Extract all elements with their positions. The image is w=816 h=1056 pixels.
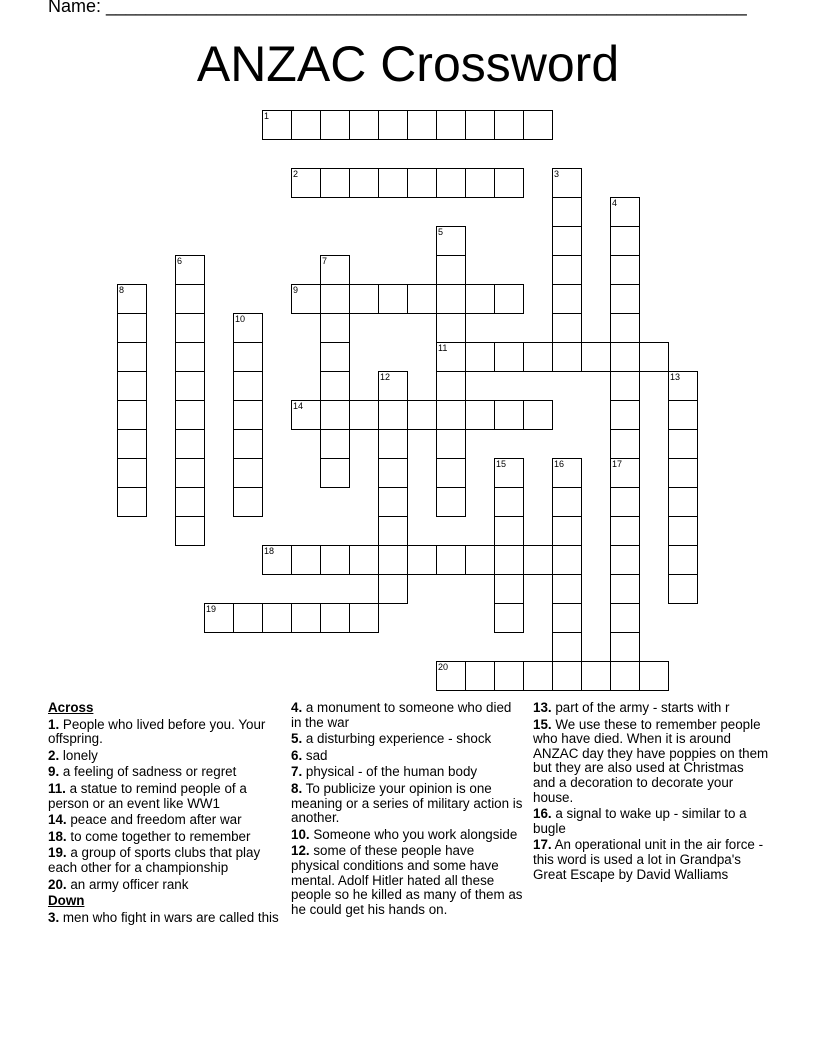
grid-cell[interactable] bbox=[610, 603, 640, 633]
grid-cell[interactable] bbox=[610, 226, 640, 256]
grid-cell[interactable] bbox=[610, 574, 640, 604]
grid-cell[interactable] bbox=[175, 371, 205, 401]
clue-item bbox=[291, 701, 523, 730]
grid-cell[interactable] bbox=[320, 371, 350, 401]
grid-cell[interactable] bbox=[175, 255, 205, 285]
clue-item bbox=[291, 828, 523, 843]
clue-item-number: 1. bbox=[48, 716, 60, 732]
grid-cell[interactable] bbox=[494, 284, 524, 314]
clue-item-text: physical - of the human body bbox=[302, 764, 478, 780]
clue-number: 2 bbox=[293, 169, 299, 179]
clue-item bbox=[48, 846, 280, 875]
grid-cell[interactable] bbox=[175, 313, 205, 343]
grid-cell[interactable] bbox=[349, 110, 379, 140]
clue-item bbox=[48, 765, 280, 780]
clue-item-text: a signal to wake up - similar to a bugle bbox=[533, 806, 747, 836]
grid-cell[interactable] bbox=[494, 458, 524, 488]
grid-cell[interactable] bbox=[233, 603, 263, 633]
grid-cell[interactable] bbox=[523, 400, 553, 430]
clue-item-text: men who fight in wars are called this bbox=[59, 909, 279, 925]
clue-item-text: an army officer rank bbox=[66, 876, 189, 892]
grid-cell[interactable] bbox=[610, 545, 640, 575]
grid-cell[interactable] bbox=[436, 255, 466, 285]
grid-cell[interactable] bbox=[610, 255, 640, 285]
grid-cell[interactable] bbox=[552, 226, 582, 256]
clue-number: 17 bbox=[612, 459, 623, 469]
grid-cell[interactable] bbox=[378, 429, 408, 459]
grid-cell[interactable] bbox=[668, 429, 698, 459]
grid-cell[interactable] bbox=[407, 545, 437, 575]
clue-number: 8 bbox=[119, 285, 125, 295]
grid-cell[interactable] bbox=[610, 197, 640, 227]
grid-cell[interactable] bbox=[378, 487, 408, 517]
grid-cell[interactable] bbox=[465, 661, 495, 691]
grid-cell[interactable] bbox=[320, 313, 350, 343]
grid-cell[interactable] bbox=[610, 313, 640, 343]
clue-number: 9 bbox=[293, 285, 299, 295]
clue-number: 16 bbox=[554, 459, 565, 469]
grid-cell[interactable] bbox=[117, 429, 147, 459]
clue-number: 4 bbox=[612, 198, 618, 208]
clue-number: 11 bbox=[438, 343, 448, 353]
grid-cell[interactable] bbox=[378, 545, 408, 575]
grid-cell[interactable] bbox=[494, 342, 524, 372]
clue-item-number: 13. bbox=[533, 700, 552, 715]
across-heading: Across bbox=[48, 700, 94, 715]
clue-item-text: peace and freedom after war bbox=[66, 812, 242, 828]
grid-cell[interactable] bbox=[552, 487, 582, 517]
grid-cell[interactable] bbox=[523, 110, 553, 140]
grid-cell[interactable] bbox=[552, 313, 582, 343]
grid-cell[interactable] bbox=[320, 429, 350, 459]
grid-cell[interactable] bbox=[494, 545, 524, 575]
clue-item bbox=[533, 718, 769, 806]
grid-cell[interactable] bbox=[639, 661, 669, 691]
clue-item bbox=[291, 765, 523, 780]
clue-item-number: 18. bbox=[48, 828, 67, 844]
clue-item bbox=[48, 813, 280, 828]
grid-cell[interactable] bbox=[610, 516, 640, 546]
grid-cell[interactable] bbox=[378, 516, 408, 546]
grid-cell[interactable] bbox=[494, 603, 524, 633]
grid-cell[interactable] bbox=[552, 255, 582, 285]
grid-cell[interactable] bbox=[233, 313, 263, 343]
down-heading: Down bbox=[48, 893, 85, 909]
grid-cell[interactable] bbox=[407, 400, 437, 430]
grid-cell[interactable] bbox=[436, 487, 466, 517]
grid-cell[interactable] bbox=[117, 400, 147, 430]
clue-item-text: We use these to remember people who have died. When it is around ANZAC day they have poppies on them but they are also used at Christmas and a decoration to decorate your house. bbox=[533, 716, 769, 805]
clue-item bbox=[533, 701, 769, 716]
clue-item bbox=[48, 911, 280, 926]
clue-item-number: 14. bbox=[48, 812, 67, 828]
grid-cell[interactable] bbox=[436, 429, 466, 459]
grid-cell[interactable] bbox=[117, 487, 147, 517]
grid-cell[interactable] bbox=[291, 603, 321, 633]
grid-cell[interactable] bbox=[552, 284, 582, 314]
clue-item-number: 9. bbox=[48, 764, 60, 780]
clue-item-number: 4. bbox=[291, 700, 303, 715]
grid-cell[interactable] bbox=[494, 516, 524, 546]
grid-cell[interactable] bbox=[233, 487, 263, 517]
grid-cell[interactable] bbox=[233, 342, 263, 372]
clue-item-text: a feeling of sadness or regret bbox=[59, 764, 237, 780]
grid-cell[interactable] bbox=[175, 516, 205, 546]
grid-cell[interactable] bbox=[581, 661, 611, 691]
grid-cell[interactable] bbox=[610, 458, 640, 488]
grid-cell[interactable] bbox=[291, 400, 321, 430]
grid-cell[interactable] bbox=[552, 632, 582, 662]
clue-number: 14 bbox=[293, 401, 304, 411]
clue-item bbox=[48, 830, 280, 845]
grid-cell[interactable] bbox=[436, 110, 466, 140]
grid-cell[interactable] bbox=[581, 342, 611, 372]
clue-item-text: lonely bbox=[59, 747, 98, 763]
grid-cell[interactable] bbox=[668, 516, 698, 546]
clue-item bbox=[291, 749, 523, 764]
grid-cell[interactable] bbox=[233, 371, 263, 401]
grid-cell[interactable] bbox=[610, 371, 640, 401]
grid-cell[interactable] bbox=[320, 342, 350, 372]
clue-item-text: People who lived before you. Your offspring. bbox=[48, 716, 266, 747]
grid-cell[interactable] bbox=[668, 545, 698, 575]
clue-item-text: a monument to someone who died in the war bbox=[291, 700, 512, 730]
grid-cell[interactable] bbox=[233, 458, 263, 488]
grid-cell[interactable] bbox=[436, 313, 466, 343]
grid-cell[interactable] bbox=[175, 458, 205, 488]
grid-cell[interactable] bbox=[320, 458, 350, 488]
grid-cell[interactable] bbox=[436, 168, 466, 198]
clue-number: 7 bbox=[322, 256, 328, 266]
grid-cell[interactable] bbox=[175, 342, 205, 372]
grid-cell[interactable] bbox=[494, 168, 524, 198]
grid-cell[interactable] bbox=[378, 110, 408, 140]
grid-cell[interactable] bbox=[349, 284, 379, 314]
grid-cell[interactable] bbox=[117, 284, 147, 314]
grid-cell[interactable] bbox=[465, 110, 495, 140]
grid-cell[interactable] bbox=[204, 603, 234, 633]
page-title: ANZAC Crossword bbox=[196, 36, 620, 92]
grid-cell[interactable] bbox=[378, 284, 408, 314]
grid-cell[interactable] bbox=[320, 255, 350, 285]
clue-item-text: a disturbing experience - shock bbox=[302, 731, 492, 747]
clue-item-text: Someone who you work alongside bbox=[309, 826, 518, 842]
clue-number: 3 bbox=[554, 169, 560, 179]
clue-number: 12 bbox=[380, 372, 391, 382]
grid-cell[interactable] bbox=[552, 574, 582, 604]
grid-cell[interactable] bbox=[117, 458, 147, 488]
grid-cell[interactable] bbox=[610, 661, 640, 691]
clue-item-number: 11. bbox=[48, 780, 66, 796]
clue-item-number: 19. bbox=[48, 845, 67, 861]
grid-cell[interactable] bbox=[552, 168, 582, 198]
grid-cell[interactable] bbox=[175, 429, 205, 459]
grid-cell[interactable] bbox=[117, 313, 147, 343]
grid-cell[interactable] bbox=[494, 487, 524, 517]
grid-cell[interactable] bbox=[436, 400, 466, 430]
grid-cell[interactable] bbox=[407, 110, 437, 140]
clue-item-number: 7. bbox=[291, 764, 303, 780]
clue-item-number: 17. bbox=[533, 837, 552, 853]
grid-cell[interactable] bbox=[175, 284, 205, 314]
clue-item-number: 3. bbox=[48, 909, 60, 925]
grid-cell[interactable] bbox=[291, 545, 321, 575]
grid-cell[interactable] bbox=[407, 284, 437, 314]
clue-item-text: a group of sports clubs that play each other for a championship bbox=[48, 845, 261, 875]
grid-cell[interactable] bbox=[465, 400, 495, 430]
grid-cell[interactable] bbox=[552, 516, 582, 546]
clues-column-2 bbox=[291, 701, 523, 919]
grid-cell[interactable] bbox=[494, 400, 524, 430]
grid-cell[interactable] bbox=[465, 545, 495, 575]
grid-cell[interactable] bbox=[233, 429, 263, 459]
grid-cell[interactable] bbox=[552, 342, 582, 372]
clue-item-text: to come together to remember bbox=[66, 828, 251, 844]
grid-cell[interactable] bbox=[320, 603, 350, 633]
grid-cell[interactable] bbox=[610, 429, 640, 459]
clue-item-text: An operational unit in the air force - this word is used a lot in Grandpa's Great Escape by David Walliams bbox=[533, 837, 764, 882]
grid-cell[interactable] bbox=[552, 458, 582, 488]
grid-cell[interactable] bbox=[320, 400, 350, 430]
grid-cell[interactable] bbox=[494, 574, 524, 604]
clue-item-number: 12. bbox=[291, 843, 310, 859]
grid-cell[interactable] bbox=[378, 458, 408, 488]
grid-cell[interactable] bbox=[349, 603, 379, 633]
grid-cell[interactable] bbox=[407, 168, 437, 198]
grid-cell[interactable] bbox=[610, 400, 640, 430]
clue-number: 20 bbox=[438, 662, 449, 672]
clue-item-number: 20. bbox=[48, 876, 67, 892]
clue-item-number: 15. bbox=[533, 716, 552, 732]
clue-item bbox=[48, 749, 280, 764]
grid-cell[interactable] bbox=[117, 342, 147, 372]
clue-item-number: 2. bbox=[48, 747, 60, 763]
clue-number: 10 bbox=[235, 314, 246, 324]
grid-cell[interactable] bbox=[610, 284, 640, 314]
name-field[interactable]: Name: ________________________________________________________________ bbox=[48, 0, 747, 16]
grid-cell[interactable] bbox=[436, 458, 466, 488]
grid-cell[interactable] bbox=[262, 110, 292, 140]
grid-cell[interactable] bbox=[436, 371, 466, 401]
grid-cell[interactable] bbox=[436, 284, 466, 314]
clue-item-text: a statue to remind people of a person or an event like WW1 bbox=[48, 780, 247, 811]
grid-cell[interactable] bbox=[494, 661, 524, 691]
clue-number: 5 bbox=[438, 227, 444, 237]
clue-number: 6 bbox=[177, 256, 183, 266]
grid-cell[interactable] bbox=[378, 168, 408, 198]
grid-cell[interactable] bbox=[465, 284, 495, 314]
grid-cell[interactable] bbox=[465, 342, 495, 372]
grid-cell[interactable] bbox=[349, 168, 379, 198]
clue-item bbox=[533, 807, 769, 836]
clue-number: 18 bbox=[264, 546, 275, 556]
grid-cell[interactable] bbox=[378, 400, 408, 430]
clue-item bbox=[291, 732, 523, 747]
grid-cell[interactable] bbox=[320, 284, 350, 314]
clue-number: 19 bbox=[206, 604, 217, 614]
grid-cell[interactable] bbox=[262, 545, 292, 575]
clue-number: 1 bbox=[264, 111, 270, 121]
clue-item-number: 10. bbox=[291, 826, 310, 842]
grid-cell[interactable] bbox=[175, 400, 205, 430]
grid-cell[interactable] bbox=[117, 371, 147, 401]
grid-cell[interactable] bbox=[291, 284, 321, 314]
grid-cell[interactable] bbox=[494, 110, 524, 140]
grid-cell[interactable] bbox=[552, 603, 582, 633]
grid-cell[interactable] bbox=[465, 168, 495, 198]
grid-cell[interactable] bbox=[320, 110, 350, 140]
clue-item-number: 8. bbox=[291, 780, 303, 796]
grid-cell[interactable] bbox=[523, 342, 553, 372]
clue-item-number: 6. bbox=[291, 747, 303, 763]
grid-cell[interactable] bbox=[436, 545, 466, 575]
grid-cell[interactable] bbox=[668, 487, 698, 517]
grid-cell[interactable] bbox=[668, 458, 698, 488]
clue-item-number: 5. bbox=[291, 731, 303, 747]
grid-cell[interactable] bbox=[610, 632, 640, 662]
grid-cell[interactable] bbox=[436, 661, 466, 691]
clue-item bbox=[48, 782, 280, 811]
clue-item-text: sad bbox=[302, 747, 328, 763]
grid-cell[interactable] bbox=[436, 342, 466, 372]
clue-item-text: To publicize your opinion is one meaning or a series of military action is another. bbox=[291, 780, 523, 826]
clue-item bbox=[48, 878, 280, 893]
grid-cell[interactable] bbox=[523, 661, 553, 691]
clue-number: 13 bbox=[670, 372, 681, 382]
grid-cell[interactable] bbox=[233, 400, 263, 430]
grid-cell[interactable] bbox=[639, 342, 669, 372]
clue-item bbox=[291, 782, 523, 826]
clues-column-3 bbox=[533, 701, 769, 884]
grid-cell[interactable] bbox=[262, 603, 292, 633]
clue-item bbox=[48, 718, 280, 747]
grid-cell[interactable] bbox=[349, 400, 379, 430]
grid-cell[interactable] bbox=[668, 400, 698, 430]
clue-item-text: some of these people have physical conditions and some have mental. Adolf Hitler hated all these people so he killed as many of them as he could get his hands on. bbox=[291, 843, 523, 917]
grid-cell[interactable] bbox=[349, 545, 379, 575]
grid-cell[interactable] bbox=[436, 226, 466, 256]
grid-cell[interactable] bbox=[378, 574, 408, 604]
grid-cell[interactable] bbox=[291, 168, 321, 198]
clue-number: 15 bbox=[496, 459, 507, 469]
grid-cell[interactable] bbox=[175, 487, 205, 517]
grid-cell[interactable] bbox=[320, 168, 350, 198]
grid-cell[interactable] bbox=[552, 545, 582, 575]
grid-cell[interactable] bbox=[291, 110, 321, 140]
grid-cell[interactable] bbox=[378, 371, 408, 401]
grid-cell[interactable] bbox=[552, 661, 582, 691]
clue-item-number: 16. bbox=[533, 806, 552, 822]
grid-cell[interactable] bbox=[668, 574, 698, 604]
grid-cell[interactable] bbox=[610, 487, 640, 517]
clue-item bbox=[291, 844, 523, 917]
grid-cell[interactable] bbox=[610, 342, 640, 372]
clues-column-1 bbox=[48, 701, 280, 927]
grid-cell[interactable] bbox=[523, 545, 553, 575]
grid-cell[interactable] bbox=[668, 371, 698, 401]
grid-cell[interactable] bbox=[552, 197, 582, 227]
clue-item bbox=[533, 838, 769, 882]
clue-item-text: part of the army - starts with r bbox=[551, 700, 730, 715]
grid-cell[interactable] bbox=[320, 545, 350, 575]
